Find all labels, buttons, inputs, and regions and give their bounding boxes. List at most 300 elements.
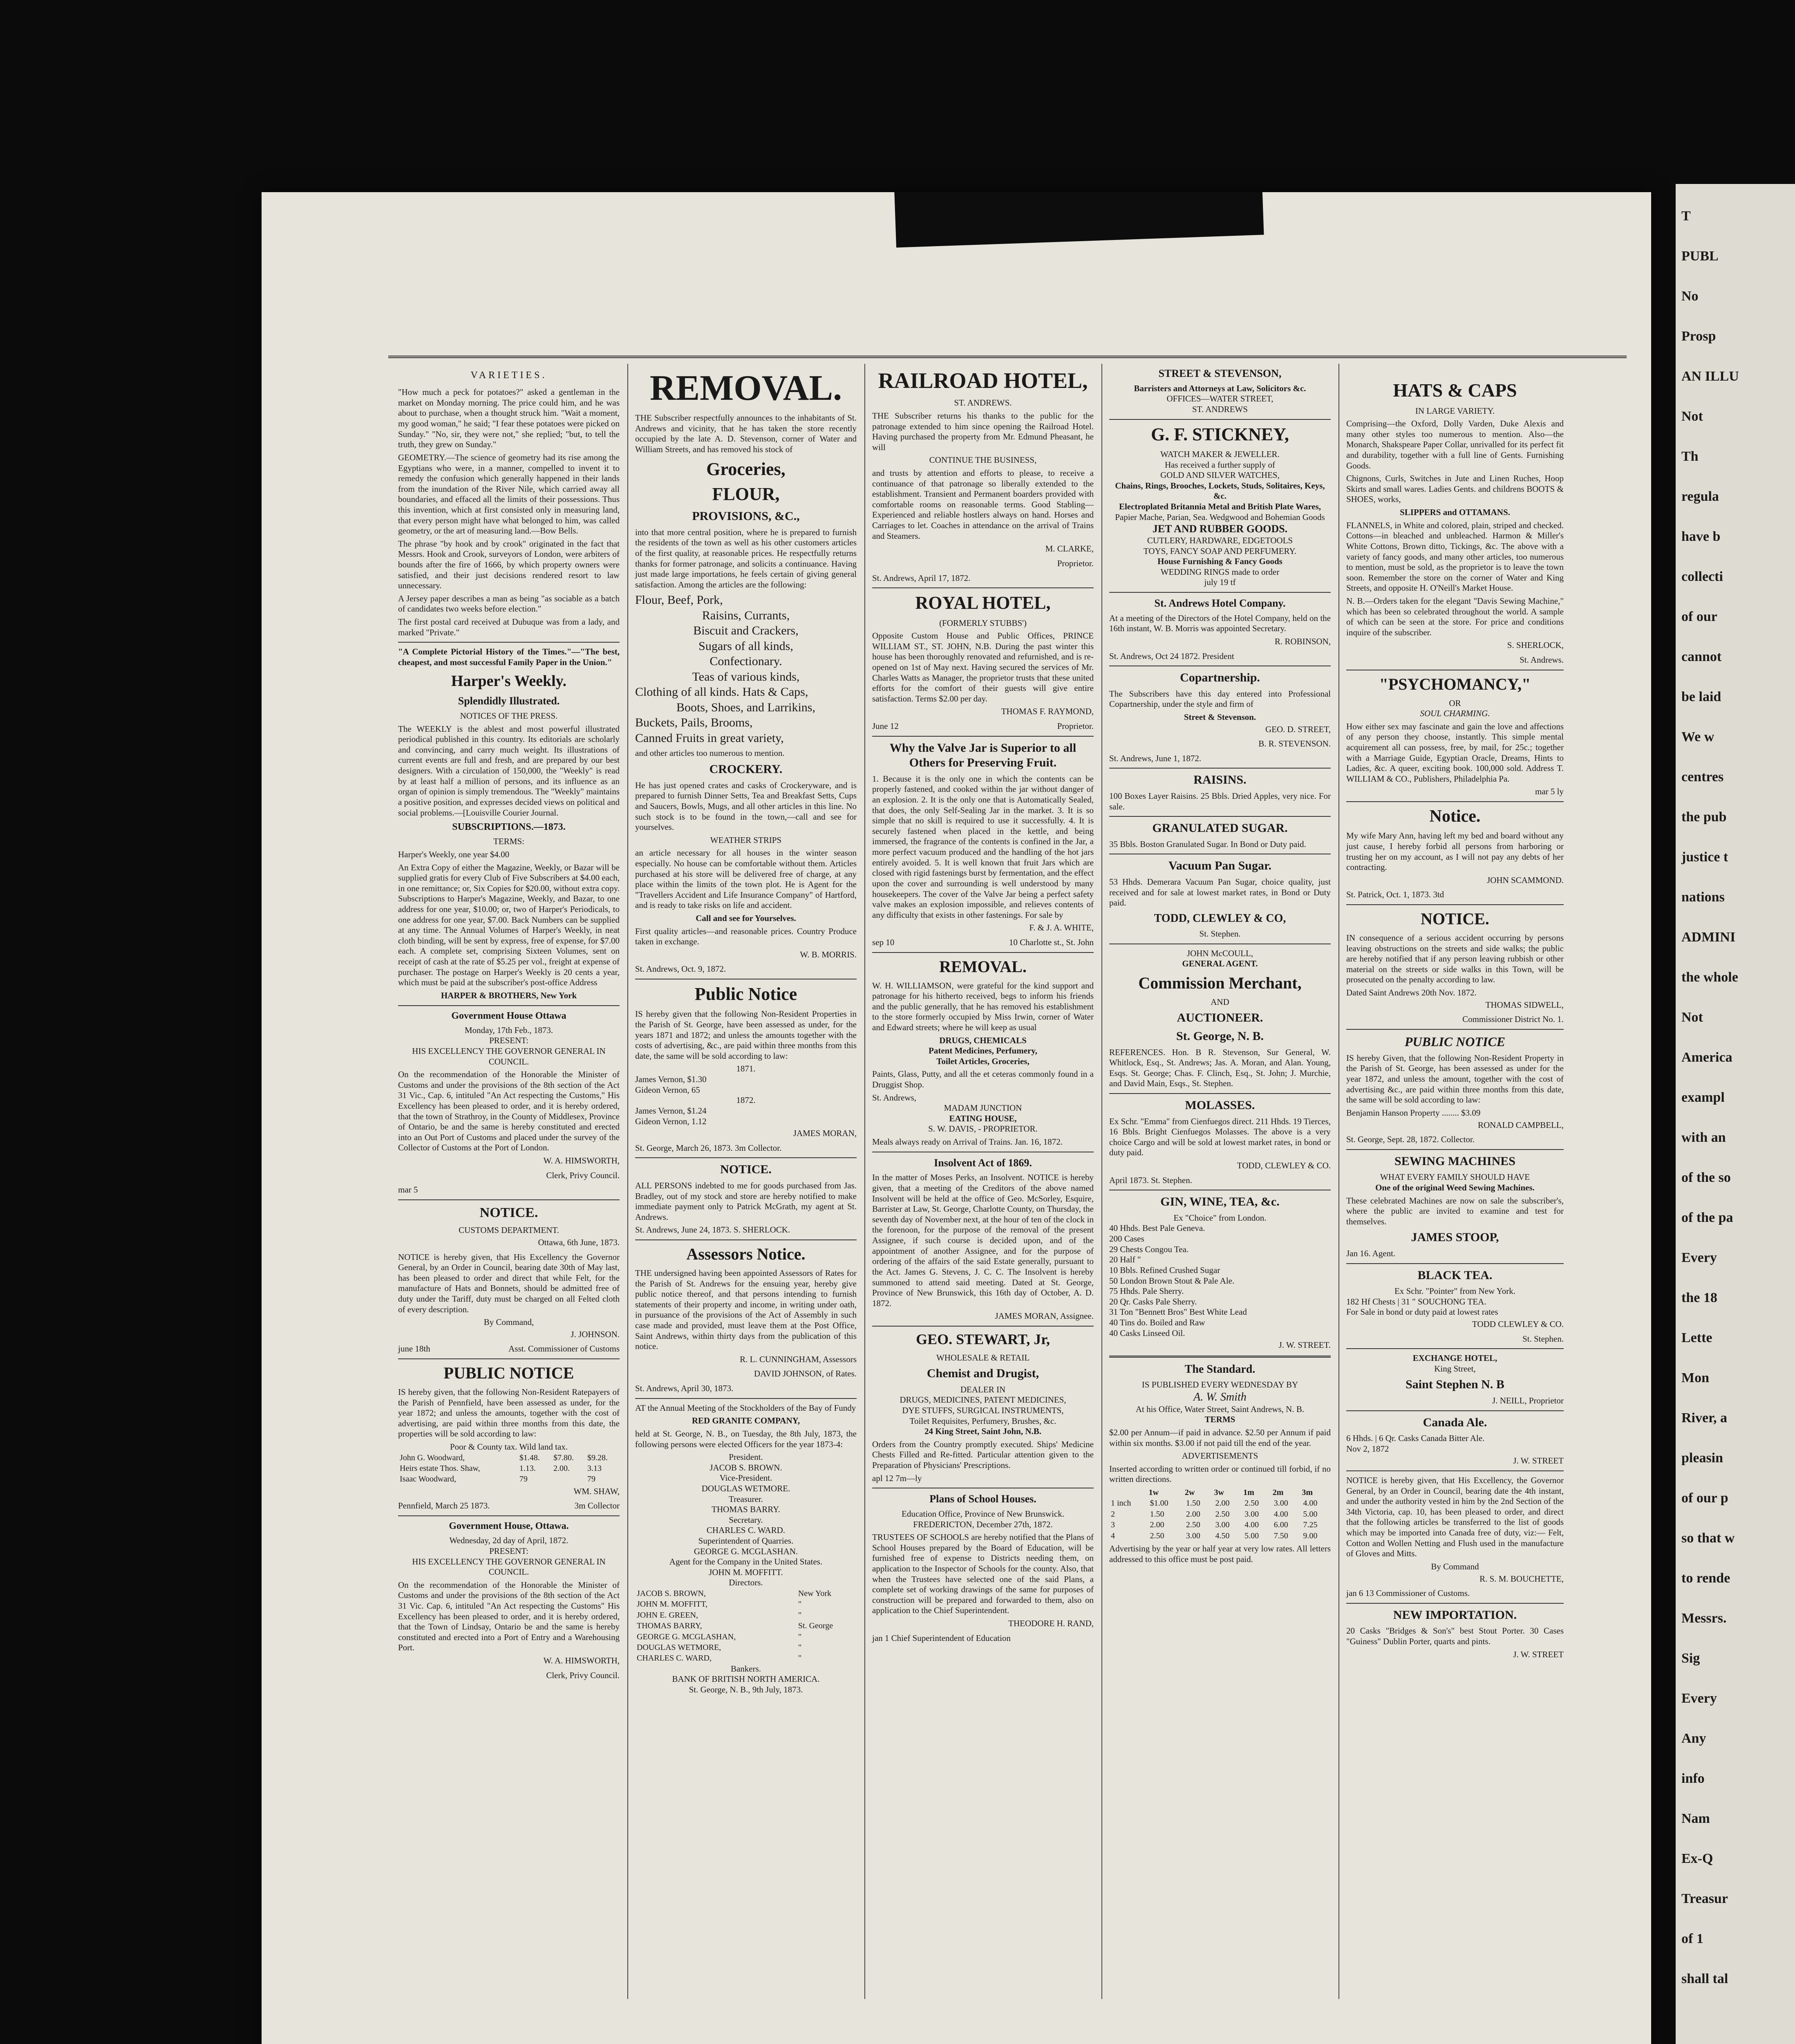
table-row [398,1452,620,1463]
madam-junction: MADAM JUNCTION [944,1103,1022,1113]
table-row [1109,1498,1331,1508]
sugar-text: 35 Bbls. Boston Granulated Sugar. In Bond or Duty paid. [1109,839,1306,849]
divider [1346,1029,1564,1030]
royal-hotel-sub: (FORMERLY STUBBS') [939,618,1027,628]
goods-line: Raisins, Currants, [702,608,790,622]
groceries-heading: Groceries, [706,459,786,480]
adjacent-page-line: the 18 [1681,1290,1717,1305]
postal-card-paragraph: The first postal card received at Dubuque was from a lady, and marked "Private." [398,617,620,637]
tea-signature: TODD CLEWLEY & CO. [1472,1319,1564,1329]
hook-crook-paragraph: The phrase "by hook and by crook" originated in the fact that Messrs. Hook and Crook, surveyors of London, were arbiters of bounds after the fire of 1666, by which property owners were satisfied, and their just decisions rendered resort to law unnecessary. [398,538,620,591]
year-1871: 1871. [736,1064,756,1074]
white-address: 10 Charlotte st., St. John [1009,937,1094,947]
table-cell: 1w [1148,1488,1159,1497]
column-1 [392,364,625,1999]
notice2-date: Dated Saint Andrews 20th Nov. 1872. [1346,987,1477,997]
valve-jar-text: 1. Because it is the only one in which the contents can be properly fastened, and cooked within the jar without danger of an explosion. 2. It is the only one that is Automatically Sealed, that does, the only Self-Sealing Jar in the market. 3. It is so simple that no skill is required to use it successfully. 4. It is securely fastened when placed in the kettle, and being immersed, the fragrance of the contents is confined in the Jar, a more perfect vacuum produced and the handling of the hot jars entirely avoided. 5. It is well known that fruit Jars which are closed with rigid fastenings burst by fermentation, and the effect upon the cover and surrounding is well understood by many housekeepers. The cover of the Valve Jar being a perfect safety valve makes an explosion impossible, and relieves contents of any difficulty that exists in other fastenings. For sale by [872,773,1094,920]
removal-body: into that more central position, where he is prepared to furnish the residents of the town as well as his other customers articles of the first quality, at reasonable prices. He respectfully returns thanks for former patronage, and solicits a continuance. Having just made large importations, he feels certain of giving general satisfaction. Among the articles are the following: [635,527,857,589]
customs-signature-title: Asst. Commissioner of Customs [508,1344,620,1354]
adjacent-page-line: so that w [1681,1531,1735,1546]
standard-pub: IS PUBLISHED EVERY WEDNESDAY BY [1141,1379,1298,1390]
stickney-line: JET AND RUBBER GOODS. [1152,523,1288,535]
table-row [1109,1531,1331,1541]
adjacent-page-line: T [1681,208,1691,224]
goods-line: Buckets, Pails, Brooms, [635,716,753,730]
gov-house2-council: HIS EXCELLENCY THE GOVERNOR GENERAL IN COUNCIL. [412,1556,606,1577]
raisins-title: RAISINS. [1193,773,1247,787]
nb-text: N. B.—Orders taken for the elegant "Davis Sewing Machine," which has been so celebrated throughout the world. A sample of which can be seen at the store. For price and conditions inquire of the subscriber. [1346,596,1564,637]
adjacent-page-line: PUBL [1681,249,1719,264]
notice1-signature: JOHN SCAMMOND. [1487,875,1564,885]
royal-hotel-text: Opposite Custom House and Public Offices, PRINCE WILLIAM ST., ST. JOHN, N.B. During the past winter this house has been thoroughly renovated and refurnished, and is re-opened on 1st of May next. Having secured the services of Mr. Charles Watts as Manager, the proprietor trusts that these united efforts for the comfort of their guests will give entire satisfaction. Terms $2.00 per day. [872,631,1094,704]
clarke-signature: M. CLARKE, [1045,544,1094,554]
removal-title: REMOVAL. [649,368,842,408]
standard-title: The Standard. [1184,1363,1256,1376]
adjacent-page-line: Prosp [1681,329,1716,344]
table-cell: GEORGE G. MCGLASHAN, [637,1632,736,1641]
table-cell: DOUGLAS WETMORE, [637,1643,721,1652]
customs-by: By Command, [483,1317,534,1327]
granite-intro: AT the Annual Meeting of the Stockholders of the Bay of Fundy [635,1403,856,1413]
import-text: 20 Casks "Bridges & Son's" best Stout Porter. 30 Cases "Guiness" Dublin Porter, quarts and pints. [1346,1626,1564,1646]
column-4 [1103,364,1336,1999]
flour-heading: FLOUR, [712,484,780,504]
continue-business: CONTINUE THE BUSINESS, [929,455,1037,465]
drugs-text: Paints, Glass, Putty, and all the et ceteras commonly found in a Druggist Shop. [872,1069,1094,1090]
table-cell: 7.50 [1274,1531,1288,1540]
adjacent-page-line: pleasin [1681,1450,1723,1466]
adjacent-page-line: nations [1681,890,1725,905]
table-cell: 1.50 [1150,1509,1164,1519]
stewart-date: apl 12 7m—ly [872,1473,922,1483]
gov-house-council: HIS EXCELLENCY THE GOVERNOR GENERAL IN COUNCIL. [412,1046,606,1067]
adjacent-page-line: the pub [1681,809,1727,825]
goods-line: Biscuit and Crackers, [693,624,799,638]
bankers-head: Bankers. [730,1663,761,1674]
divider [872,587,1094,588]
adjacent-page-line: Every [1681,1691,1717,1706]
divider [1109,592,1331,593]
officer-name: DOUGLAS WETMORE. [701,1483,790,1493]
divider [1346,801,1564,802]
column-3 [866,364,1099,1999]
white-sep: sep 10 [872,937,895,947]
notice-row: Gideon Vernon, 65 [635,1085,700,1095]
table-cell: 2.50 [1244,1499,1259,1508]
table-cell: 79 [519,1475,528,1484]
stewart-title: GEO. STEWART, Jr, [916,1331,1050,1347]
goods-line: Confectionary. [709,654,782,668]
public-notice-signature: WM. SHAW, [573,1486,620,1496]
adjacent-page-line: the whole [1681,970,1738,985]
insolvent-title: Insolvent Act of 1869. [934,1156,1032,1169]
todd-place: St. Stephen. [1199,928,1241,939]
raymond-footer [872,721,1094,732]
insolvent-text: In the matter of Moses Perks, an Insolvent. NOTICE is hereby given, that a meeting of the Creditors of the above named Insolvent will be held at the office of Geo. McSorley, Esquire, Barrister at Law, St. George, Charlotte County, on Thursday, the seventh day of November next, at the hour of ten of the clock in the forenoon, for the purpose of the removal of the present Assignee, if such course is decided upon, and of the appointment of another Assignee, and for the purpose of ordering of the affairs of the said Estate generally, pursuant to the Act. James G. Stevens, J. C. C. The Insolvent is hereby summoned to attend said meeting. Dated at St. George, Province of New Brunswick, this 16th day of October, A. D. 1872. [872,1172,1094,1308]
table-cell: 9.00 [1303,1531,1318,1540]
removal2-title: REMOVAL. [939,957,1027,976]
raymond-signature: THOMAS F. RAYMOND, [1001,706,1094,717]
gov-house2-present: PRESENT: [489,1546,528,1556]
table-cell: 2.00 [1215,1499,1230,1508]
notice2-signature-title: Commissioner District No. 1. [1462,1014,1564,1024]
divider [1346,1149,1564,1150]
sherlock-signature: S. SHERLOCK, [1507,640,1564,650]
column-separator [1338,364,1339,1999]
notice-signature: St. Andrews, June 24, 1873. S. SHERLOCK. [635,1225,790,1235]
table-cell: $1.00 [1150,1499,1168,1508]
public2-text: IS hereby Given, that the following Non-Resident Property in the Parish of St. George, has been assessed as under for the year 1872, and unless the amount, together with the cost of advertising &c., are paid within three months from this date, the same will be sold according to law: [1346,1053,1564,1105]
table-cell: John G. Woodward, [400,1453,465,1462]
public-notice-text: IS hereby given that the following Non-Resident Properties in the Parish of St. George, have been assessed as under, for the years 1871 and 1872; and unless the amounts together with the costs of advertising, &c., are paid within three months from this date, the same will be sold according to law: [635,1009,857,1061]
adjacent-page-line: Messrs. [1681,1611,1727,1626]
terms-text: $2.00 per Annum—if paid in advance. $2.50 per Annum if paid within six months. $3.00 if not paid till the end of the year. [1109,1427,1331,1448]
psychomancy-text: How either sex may fascinate and gain the love and affections of any person they choose, instantly. This simple mental acquirement all can possess, free, by mail, for 25c.; together with a Marriage Guide, Egyptian Oracle, Dreams, Hints to Ladies, &c. A queer, exciting book. 100,000 sold. Address T. WILLIAM & CO., Publishers, Philadelphia Pa. [1346,721,1564,784]
customs-notice-text: NOTICE is hereby given, that His Excellency, the Governor General, by an Order in Council, bearing date the 4th instant, and under the authority vested in him by the 2nd Section of the 34th Victoria, cap. 10, has been pleased to order, and direct that the following articles be transferred to the list of goods which may be imported into Canada free of duty, viz:— Felt, Cotton and Wollen Netting and Flush used in the manufacture of Gloves and Mitts. [1346,1475,1564,1559]
st-george: St. George, N. B. [1176,1029,1264,1043]
gin-lines [1109,1223,1331,1338]
sewing-title: SEWING MACHINES [1394,1154,1515,1168]
table-row [1109,1520,1331,1530]
table-cell: 6.00 [1274,1520,1288,1530]
public-notice-footer [398,1501,620,1511]
adjacent-page-line: have b [1681,529,1721,544]
psychomancy-or: OR [1449,698,1461,708]
goods-line: Flour, Beef, Pork, [635,593,723,607]
school-date: FREDERICTON, December 27th, 1872. [913,1519,1053,1529]
and-word: AND [1211,997,1229,1007]
drugs-line2: Patent Medicines, Perfumery, [929,1046,1037,1056]
officer-title: Secretary. [729,1515,763,1525]
stickney-sub: WATCH MAKER & JEWELLER. [1160,449,1280,459]
public-notice-text: IS hereby given, that the following Non-Resident Ratepayers of the Parish of Pennfield, have been assessed as under, for the year 1872; and unless the amounts, together with the cost of advertising, are paid within three months from this date, the properties will be sold according to law: [398,1387,620,1439]
railroad-hotel-title: RAILROAD HOTEL, [878,368,1088,393]
eating-house: EATING HOUSE, [949,1113,1017,1123]
table-cell: CHARLES C. WARD, [637,1654,712,1663]
gov-house2-signature-title: Clerk, Privy Council. [546,1670,620,1680]
raisins-text: 100 Boxes Layer Raisins. 25 Bbls. Dried Apples, very nice. For sale. [1109,791,1331,811]
adjacent-page-line: Treasur [1681,1891,1728,1906]
divider [398,642,620,643]
divider [1109,419,1331,420]
table-cell: JACOB S. BROWN, [637,1589,706,1598]
customs-by: By Command [1431,1561,1479,1571]
adjacent-page-lines [1676,208,1795,1987]
psychomancy-date: mar 5 ly [1535,787,1564,797]
call-line: Call and see for Yourselves. [696,913,796,923]
divider [398,1358,620,1359]
table-header [1109,1487,1331,1498]
assessors-date: St. Andrews, April 30, 1873. [635,1383,734,1394]
goods-line: Canned Fruits in great variety, [635,731,784,745]
adjacent-page-line: to rende [1681,1571,1730,1586]
gin-signature: J. W. STREET. [1278,1340,1331,1350]
varieties-header: VARIETIES. [470,370,547,381]
school-signature: THEODORE H. RAND, [1008,1618,1094,1629]
gov-house-date: Monday, 17th Feb., 1873. [464,1025,553,1035]
exchange-street: King Street, [1434,1363,1476,1374]
granite-officers [635,1452,857,1578]
table-cell: 3.00 [1274,1499,1288,1508]
divider [1109,768,1331,769]
tea-text: 182 Hf Chests | 31 " SOUCHONG TEA. [1346,1296,1486,1307]
notice2-text: IN consequence of a serious accident occurring by persons leaving obstructions on the streets and side walks; the public are hereby notified that if any person leaving rubbish or other material on the streets or side walks in this Town, will be prosecuted on the penalty according to law. [1346,932,1564,985]
goods-list [635,592,857,746]
molasses-title: MOLASSES. [1185,1098,1255,1112]
railroad-hotel-p2: and trusts by attention and efforts to please, to receive a continuance of that patronage so liberally extended to the establishment. Transient and Permanent boarders provided with comfortable rooms on reasonable terms. Good Stabling—Experienced and reliable hostlers always on hand. Horses and Carriages to let. Coaches in attendance on the arrival of Trains and Steamers. [872,468,1094,541]
gin-line: 40 Tins do. Boiled and Raw [1109,1317,1205,1327]
slippers: SLIPPERS and OTTAMANS. [1400,507,1510,518]
divider [1346,1470,1564,1471]
officer-name: THOMAS BARRY. [712,1504,780,1515]
press-notices-text: The WEEKLY is the ablest and most powerful illustrated periodical published in this country. Its editorials are scholarly and convincing, and carry much weight. Its illustrations of current events are full and fresh, and are prepared by our best designers. With a circulation of 150,000, the "Weekly" is read by at least half a million of persons, and its influence as an organ of opinion is simply tremendous. The "Weekly" maintains a positive position, and expresses decided views on political and social problems.—[Louisville Courier Journal. [398,724,620,818]
clarke-title: Proprietor. [1057,558,1094,568]
psychomancy-title: "PSYCHOMANCY," [1379,675,1531,693]
customs-footer [398,1344,620,1354]
table-row [1109,1509,1331,1520]
torn-corner [894,192,1264,248]
adjacent-page-line: info [1681,1771,1705,1786]
customs-signature: R. S. M. BOUCHETTE, [1479,1573,1564,1584]
stickney-title: G. F. STICKNEY, [1151,424,1289,444]
table-cell: 2 [1111,1509,1115,1519]
eating-text: Meals always ready on Arrival of Trains. Jan. 16, 1872. [872,1137,1063,1147]
adjacent-page-line: of 1 [1681,1931,1703,1946]
import-signature: J. W. STREET [1513,1649,1564,1659]
divider [635,1157,857,1158]
bankers-name: BANK OF BRITISH NORTH AMERICA. [672,1674,820,1684]
officer-title: Agent for the Company in the United States. [669,1557,823,1567]
insolvent-signature: JAMES MORAN, Assignee. [995,1311,1094,1321]
adjacent-page-line: of our [1681,609,1717,624]
crockery-heading: CROCKERY. [709,762,783,776]
stewart-sub: WHOLESALE & RETAIL [936,1352,1030,1363]
adjacent-page-line: Not [1681,1010,1703,1025]
tea-place: St. Stephen. [1522,1334,1564,1344]
table-cell: $9.28. [587,1453,608,1462]
public-notice-date: Pennfield, March 25 1873. [398,1501,490,1511]
customs-date: jan 6 13 Commissioner of Customs. [1346,1588,1470,1598]
adjacent-page-line: shall tal [1681,1971,1728,1986]
table-cell: 4.00 [1274,1509,1288,1519]
exchange-signature: J. NEILL, Proprietor [1492,1396,1564,1406]
moran-signature: JAMES MORAN, [793,1128,857,1139]
adjacent-page-line: of the so [1681,1170,1731,1185]
assessors-text: THE undersigned having been appointed Assessors of Rates for the Parish of St. Andrews for the ensuing year, hereby give public notice thereof, and that persons intending to furnish statements of their property and income, in writing under oath, in pursuance of the provisions of the Act of Assembly in such case made and provided, must leave them at the Post Office, Saint Andrews, within thirty days from the publication of this notice. [635,1268,857,1351]
school-title: Plans of School Houses. [929,1493,1036,1505]
divider [398,1005,620,1006]
gin-line: 75 Hhds. Pale Sherry. [1109,1286,1184,1296]
table-row [398,1463,620,1474]
exchange-town: Saint Stephen N. B [1406,1378,1504,1392]
divider [1109,1356,1331,1358]
column-separator [1101,364,1102,1999]
gin-line: 20 Half " [1109,1255,1141,1265]
divider [1346,904,1564,905]
harper-title: Harper's Weekly. [451,672,567,690]
adjacent-page-line: regula [1681,489,1719,504]
terms-head: TERMS [1204,1414,1235,1425]
adjacent-page-line: exampl [1681,1090,1725,1105]
table-cell: 1.13. [519,1464,536,1473]
divider [398,1199,620,1200]
drugs-line3: Toilet Articles, Groceries, [936,1056,1030,1066]
stewart-chem: Chemist and Drugist, [927,1367,1039,1381]
sewing-sub: WHAT EVERY FAMILY SHOULD HAVE [1380,1172,1530,1182]
sewing-text: These celebrated Machines are now on sale the subscriber's, where the public are invited to examine and test for themselves. [1346,1195,1564,1226]
officer-title: President. [729,1452,763,1462]
table-cell: 2w [1184,1488,1195,1497]
notice-title: NOTICE. [720,1163,772,1177]
drugs-line1: DRUGS, CHEMICALS [939,1035,1027,1045]
notice1-text: My wife Mary Ann, having left my bed and board without any just cause, I hereby forbid all persons from harboring or trusting her on my account, as I will not pay any debts of her contracting. [1346,831,1564,872]
table-row [635,1632,857,1642]
gin-line: 40 Casks Linseed Oil. [1109,1328,1185,1338]
divider [872,736,1094,737]
divider [398,1515,620,1516]
directors-head: Directors. [729,1578,763,1588]
gin-title: GIN, WINE, TEA, &c. [1160,1195,1280,1209]
firm-name: STREET & STEVENSON, [1158,368,1282,379]
clarke-date: St. Andrews, April 17, 1872. [872,573,971,583]
first-quality-text: First quality articles—and reasonable prices. Country Produce taken in exchange. [635,926,857,947]
stickney-line: Papier Mache, Parian, Sea. Wedgwood and Bohemian Goods [1115,512,1325,522]
gin-line: 20 Qr. Casks Pale Sherry. [1109,1296,1197,1307]
adjacent-page-line: River, a [1681,1410,1728,1425]
public-notice-table [398,1452,620,1485]
column-separator [864,364,865,1999]
mccoull-name: JOHN McCOULL, [1186,948,1253,958]
table-cell: 5.00 [1303,1509,1318,1519]
robinson-date: St. Andrews, Oct 24 1872. President [1109,651,1234,661]
table-cell: St. George [798,1621,833,1631]
standard-office: At his Office, Water Street, Saint Andrews, N. B. [1135,1404,1305,1414]
granite-name: RED GRANITE COMPANY, [692,1416,800,1426]
potatoes-anecdote: "How much a peck for potatoes?" asked a gentleman in the market on Monday morning. The price could him, and he was about to purchase, when a thought struck him. "Wait a moment, my good woman," he said; "I fear these potatoes were picked on Sunday." "No, sir, they were not," she replied; "but, to tell the truth, they grew on Sunday." [398,387,620,450]
customs-june: june 18th [398,1344,430,1354]
table-cell: " [798,1610,802,1620]
valve-jar-title: Why the Valve Jar is Superior to all Others for Preserving Fruit. [889,741,1077,770]
vacuum-text: 53 Hhds. Demerara Vacuum Pan Sugar, choice quality, just received and for sale at lowest market rates, in Bond or Duty paid. [1109,876,1331,908]
mccoull-sub: GENERAL AGENT. [1182,959,1258,969]
customs-signature: J. JOHNSON. [571,1329,620,1339]
notice-text: ALL PERSONS indebted to me for goods purchased from Jas. Bradley, out of my stock and store are hereby notified to make immediate payment only to Patrick McGrath, my agent at St. Andrews. [635,1180,857,1222]
sewing-sub2: One of the original Weed Sewing Machines. [1375,1182,1535,1192]
officer-name: GEORGE G. MCGLASHAN. [694,1546,798,1556]
harper-tagline: "A Complete Pictorial History of the Times."—"The best, cheapest, and most successful Family Paper in the Union." [398,647,620,667]
hats-sub: IN LARGE VARIETY. [1415,406,1495,416]
adjacent-page-line: cannot [1681,649,1722,664]
table-cell: " [798,1632,802,1641]
harper-signature: HARPER & BROTHERS, New York [441,990,577,1000]
mccoull-references: REFERENCES. Hon. B R. Stevenson, Sur General, W. Whitlock, Esq., St. Andrews; Jas. A. Moran, and Alan. Young, Esqs. St. George; Chas. F. Clinch, Esq., St. John; J. Murchie, and David Main, Esqs., St. Stephen. [1109,1047,1331,1089]
geometry-paragraph: GEOMETRY.—The science of geometry had its rise among the Egyptians who were, in a manner, compelled to invent it to remedy the confusion which generally happened in their lands from the inundation of the River Nile, which carried away all boundaries, and effaced all the limits of their possessions. Thus this invention, which at first consisted only in measuring land, that every person might have what belonged to him, was called geometry, or the art of measuring land.—Bow Bells. [398,452,620,536]
gin-line: 40 Hhds. Best Pale Geneva. [1109,1223,1205,1233]
column-separator [627,364,628,1999]
firm-office: OFFICES—WATER STREET, [1166,394,1274,404]
notice-row: Gideon Vernon, 1.12 [635,1116,707,1126]
customs-date: Ottawa, 6th June, 1873. [538,1237,620,1247]
commission-merchant: Commission Merchant, [1138,973,1302,992]
adjacent-page-line: Sig [1681,1651,1700,1666]
divider [872,952,1094,953]
table-cell: 1.50 [1186,1499,1200,1508]
gin-line: 10 Bbls. Refined Crushed Sugar [1109,1265,1220,1275]
firm-sub: Barristers and Attorneys at Law, Solicitors &c. [1134,383,1306,393]
subscriptions-line: Harper's Weekly, one year $4.00 [398,849,510,859]
canada-signature: J. W. STREET [1513,1456,1564,1466]
stickney-text: Has received a further supply of [1165,459,1275,470]
stewart-line1: DRUGS, MEDICINES, PATENT MEDICINES, [900,1395,1066,1405]
table-cell: 1 inch [1111,1499,1131,1508]
officer-name: CHARLES C. WARD. [706,1525,786,1535]
officer-name: JACOB S. BROWN. [709,1462,782,1472]
subscriptions-terms: TERMS: [493,836,524,847]
hats-text: Comprising—the Oxford, Dolly Varden, Duke Alexis and many other styles too numerous to mention. Also—the Monarch, Shakspeare Paper Collar, unrivalled for its perfect fit and durability, together with a full line of Gents. Furnishing Goods. [1346,419,1564,471]
hotel-company-text: At a meeting of the Directors of the Hotel Company, held on the 16th instant, W. B. Morris was appointed Secretary. [1109,613,1331,634]
adjacent-page-line: with an [1681,1130,1726,1145]
gov-house-text: On the recommendation of the Honorable the Minister of Customs and under the provisions of the 8th section of the Act 31 Vic., Cap. 6, intituled "An Act respecting the Customs," His Excellency has been pleased to order, and it is hereby ordered, that the town of Strathroy, in the County of Middlesex, Province of Ontario, be and the same is hereby constituted and erected into an Out Port of Customs and placed under the survey of the Collector of Customs at the Port of London. [398,1069,620,1153]
gov-house2-date: Wednesday, 2d day of April, 1872. [449,1535,568,1546]
adjacent-page-line: of the pa [1681,1210,1733,1225]
table-cell: 5.00 [1244,1531,1259,1540]
year-1872: 1872. [736,1095,756,1105]
table-cell: 2.00 [1150,1520,1164,1530]
raymond-june: June 12 [872,721,899,731]
notice2-title: NOTICE. [1421,909,1489,928]
robinson-signature: R. ROBINSON, [1274,636,1331,646]
table-row [398,1474,620,1484]
adv-head: ADVERTISEMENTS [1182,1451,1258,1461]
subscriptions-header: SUBSCRIPTIONS.—1873. [452,822,566,833]
table-cell: 4 [1111,1531,1115,1540]
goods-line: Boots, Shoes, and Larrikins, [676,700,815,714]
gov-house-present: PRESENT: [489,1035,528,1046]
tea-sub: Ex Schr. "Pointer" from New York. [1394,1286,1515,1296]
table-cell: 1m [1243,1488,1254,1497]
public-notice-title: Public Notice [694,984,797,1004]
copartnership-title: Copartnership. [1180,671,1260,685]
table-cell: JOHN M. MOFFITT, [637,1600,707,1609]
stoop-date: Jan 16. Agent. [1346,1248,1396,1258]
notice-row: James Vernon, $1.30 [635,1074,707,1085]
tea-title: BLACK TEA. [1417,1268,1493,1282]
notice2-signature: THOMAS SIDWELL, [1485,1000,1564,1010]
adjacent-page-line: justice t [1681,849,1728,865]
public2-date: St. George, Sept. 28, 1872. Collector. [1346,1134,1475,1145]
assessors-sig2: DAVID JOHNSON, of Rates. [754,1369,857,1379]
table-cell: 79 [587,1475,595,1484]
molasses-date: April 1873. St. Stephen. [1109,1175,1192,1185]
white-signature: F. & J. A. WHITE, [1029,923,1094,933]
stickney-date: july 19 tf [1204,577,1236,587]
table-cell: 2.00. [553,1464,570,1473]
tea-sale: For Sale in bond or duty paid at lowest rates [1346,1307,1498,1317]
officer-title: Superintendent of Quarries. [698,1536,794,1546]
customs-text: NOTICE is hereby given, that His Excellency the Governor General, by an Order in Council, bearing date 30th of May last, has been pleased to order and direct that while Felt, for the manufacture of Hats and Bonnets, should be admitted free of duty under the Tariff, duty must be charged on all Felted cloth of every description. [398,1252,620,1314]
gov-house-mar: mar 5 [398,1185,418,1195]
table-cell: 3.00 [1186,1531,1200,1540]
divider [635,1398,857,1399]
canada-text: 6 Hhds. | 6 Qr. Casks Canada Bitter Ale. [1346,1433,1485,1443]
stickney-line: GOLD AND SILVER WATCHES, [1160,470,1280,480]
newspaper-page [262,192,1651,2044]
gov-house2-text: On the recommendation of the Honorable the Minister of Customs and under the provisions of the 8th section of the Act 31 Vic. Cap. 6, intituled "An Act respecting the Customs" His Excellency has been pleased to order, and it is hereby ordered, that the Town of Lindsay, Ontario be and the same is hereby constituted and erected into a Port of Entry and a Warehousing Port. [398,1580,620,1653]
notice1-title: Notice. [1429,807,1481,826]
sherlock-place: St. Andrews. [1520,655,1564,665]
eating-proprietor: S. W. DAVIS, - PROPRIETOR. [928,1124,1038,1134]
adjacent-page-line: Any [1681,1731,1706,1746]
